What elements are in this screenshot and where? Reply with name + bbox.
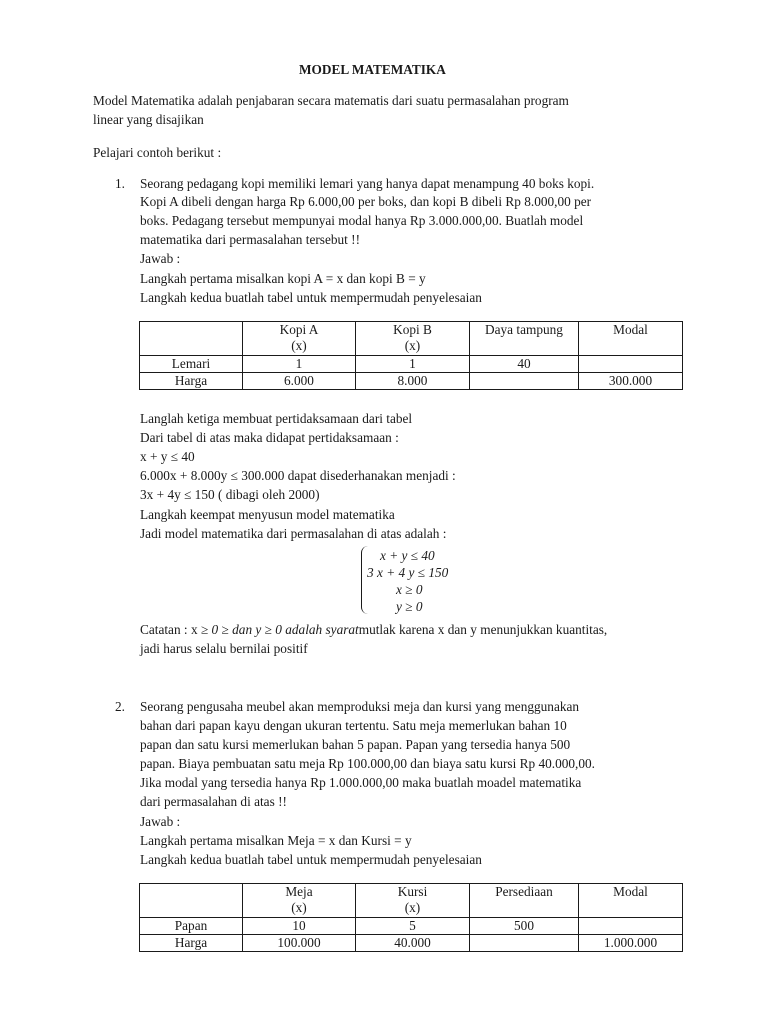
inequality-2-simplified: 3x + 4y ≤ 150 ( dibagi oleh 2000): [140, 487, 320, 502]
table-cell: [470, 373, 579, 390]
problem-1-text-line: boks. Pedagang tersebut mempunyai modal hanya Rp 3.000.000,00. Buatlah model: [140, 213, 584, 228]
table-header-cell: Persediaan: [470, 884, 579, 918]
table-cell: 5: [356, 918, 470, 935]
table-cell: 1.000.000: [579, 935, 683, 952]
table-row: [140, 918, 683, 935]
table-header-cell: Kursi (x): [356, 884, 470, 918]
note-prefix: Catatan : x: [140, 622, 198, 637]
table-row: [140, 373, 683, 390]
table-header-cell: [140, 884, 243, 918]
note-math: ≥ 0 ≥ dan y ≥ 0 adalah syarat: [200, 622, 359, 637]
table-header-cell: Kopi A (x): [243, 322, 356, 356]
study-prompt: Pelajari contoh berikut :: [93, 145, 222, 160]
problem-1-text-line: Kopi A dibeli dengan harga Rp 6.000,00 per boks, dan kopi B dibeli Rp 8.000,00 per: [140, 194, 592, 209]
problem-2-text-line: papan. Biaya pembuatan satu meja Rp 100.000,00 dan biaya satu kursi Rp 40.000,00.: [140, 756, 595, 771]
table-cell: 40.000: [356, 935, 470, 952]
table-cell: 500: [470, 918, 579, 935]
problem-2-number: 2.: [115, 699, 125, 714]
problem-2-table: [139, 883, 683, 952]
table-cell: 6.000: [243, 373, 356, 390]
step-2-text: Langkah kedua buatlah tabel untuk mempermudah penyelesaian: [140, 852, 482, 867]
table-cell: 300.000: [579, 373, 683, 390]
note-suffix: mutlak karena x dan y menunjukkan kuantitas,: [358, 622, 608, 637]
problem-2-text-line: dari permasalahan di atas !!: [140, 794, 287, 809]
step-1-text: Langkah pertama misalkan Meja = x dan Kursi = y: [140, 833, 412, 848]
table-row: [140, 935, 683, 952]
table-cell: [579, 356, 683, 373]
problem-2-text-line: papan dan satu kursi memerlukan bahan 5 papan. Papan yang tersedia hanya 500: [140, 737, 571, 752]
problem-1-text-line: Seorang pedagang kopi memiliki lemari yang hanya dapat menampung 40 boks kopi.: [140, 176, 595, 191]
table-header-cell: Daya tampung: [470, 322, 579, 356]
problem-1-text-line: matematika dari permasalahan tersebut !!: [140, 232, 361, 247]
problem-2-text-line: Seorang pengusaha meubel akan memproduksi meja dan kursi yang menggunakan: [140, 699, 580, 714]
step-1-text: Langkah pertama misalkan kopi A = x dan kopi B = y: [140, 271, 426, 286]
table-cell: 10: [243, 918, 356, 935]
problem-1-number: 1.: [115, 176, 125, 191]
note-line-1: [140, 622, 607, 638]
table-cell: 1: [243, 356, 356, 373]
system-line-1: x + y ≤ 40: [380, 548, 435, 563]
document-title: MODEL MATEMATIKA: [299, 62, 446, 77]
table-cell: Harga: [140, 935, 243, 952]
step-3-text: Langlah ketiga membuat pertidaksamaan dari tabel: [140, 411, 413, 426]
system-line-2: 3 x + 4 y ≤ 150: [367, 565, 449, 580]
answer-label: Jawab :: [140, 251, 181, 266]
step-2-text: Langkah kedua buatlah tabel untuk mempermudah penyelesaian: [140, 290, 482, 305]
inequality-1: x + y ≤ 40: [140, 449, 195, 464]
table-header-cell: Kopi B (x): [356, 322, 470, 356]
table-header-cell: Modal: [579, 322, 683, 356]
table-row: [140, 356, 683, 373]
intro-line-2: linear yang disajikan: [93, 112, 204, 127]
inequality-2: 6.000x + 8.000y ≤ 300.000 dapat disederhanakan menjadi :: [140, 468, 456, 483]
table-header-cell: Modal: [579, 884, 683, 918]
model-intro: Jadi model matematika dari permasalahan di atas adalah :: [140, 526, 447, 541]
table-cell: Lemari: [140, 356, 243, 373]
problem-1-table: [139, 321, 683, 390]
table-cell: 8.000: [356, 373, 470, 390]
note-line-2: jadi harus selalu bernilai positif: [140, 641, 308, 656]
table-header-row: [140, 884, 683, 918]
intro-line-1: Model Matematika adalah penjabaran secara matematis dari suatu permasalahan program: [93, 93, 569, 108]
step-4-text: Langkah keempat menyusun model matematika: [140, 507, 395, 522]
inequality-intro: Dari tabel di atas maka didapat pertidaksamaan :: [140, 430, 399, 445]
table-header-row: [140, 322, 683, 356]
table-cell: Harga: [140, 373, 243, 390]
problem-2-text-line: bahan dari papan kayu dengan ukuran tertentu. Satu meja memerlukan bahan 10: [140, 718, 567, 733]
table-cell: 40: [470, 356, 579, 373]
system-line-4: y ≥ 0: [396, 599, 423, 614]
table-cell: [470, 935, 579, 952]
table-cell: [579, 918, 683, 935]
table-cell: 100.000: [243, 935, 356, 952]
table-cell: 1: [356, 356, 470, 373]
problem-2-text-line: Jika modal yang tersedia hanya Rp 1.000.000,00 maka buatlah moadel matematika: [140, 775, 582, 790]
system-line-3: x ≥ 0: [396, 582, 423, 597]
table-cell: Papan: [140, 918, 243, 935]
table-header-cell: [140, 322, 243, 356]
answer-label: Jawab :: [140, 814, 181, 829]
table-header-cell: Meja (x): [243, 884, 356, 918]
